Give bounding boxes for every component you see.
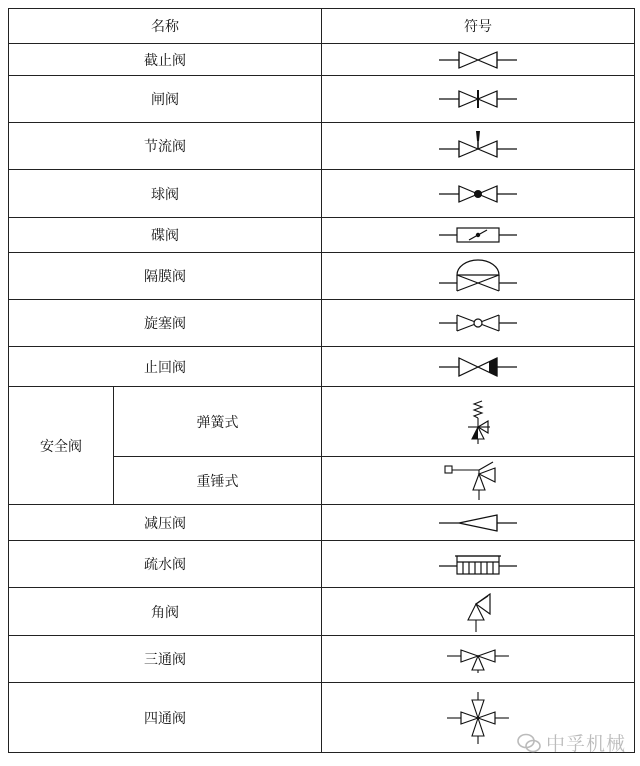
globe-stop-valve-icon [433, 46, 523, 74]
row-subname: 重锤式 [114, 457, 322, 505]
plug-valve-icon [433, 309, 523, 337]
table-row [9, 123, 635, 170]
row-name: 减压阀 [9, 505, 322, 541]
steam-trap-icon [433, 550, 523, 578]
valve-symbol-table [8, 8, 635, 753]
table-row [9, 588, 635, 636]
header-symbol: 符号 [322, 9, 635, 44]
three-way-valve-icon [443, 644, 513, 674]
table-header-row [9, 9, 635, 44]
gate-valve-icon [433, 85, 523, 113]
throttle-valve-icon [433, 129, 523, 163]
row-name: 截止阀 [9, 44, 322, 76]
header-name: 名称 [9, 9, 322, 44]
table-row [9, 300, 635, 347]
ball-valve-icon [433, 180, 523, 208]
row-name: 隔膜阀 [9, 253, 322, 300]
row-name: 止回阀 [9, 347, 322, 387]
row-name: 碟阀 [9, 218, 322, 253]
row-name: 疏水阀 [9, 541, 322, 588]
table-row [9, 253, 635, 300]
weight-safety-valve-icon [433, 460, 523, 502]
wechat-icon [516, 732, 542, 754]
row-subname: 弹簧式 [114, 387, 322, 457]
table-row [9, 347, 635, 387]
safety-valve-name: 安全阀 [9, 387, 114, 505]
table-row [9, 170, 635, 218]
row-name: 球阀 [9, 170, 322, 218]
row-name: 四通阀 [9, 683, 322, 753]
row-name: 角阀 [9, 588, 322, 636]
table-row [9, 636, 635, 683]
row-name: 闸阀 [9, 76, 322, 123]
table-row [9, 387, 635, 457]
table-row [9, 218, 635, 253]
watermark-text: 中孚机械 [545, 733, 626, 755]
row-name: 节流阀 [9, 123, 322, 170]
butterfly-valve-icon [433, 223, 523, 247]
diaphragm-valve-icon [433, 257, 523, 295]
watermark [516, 729, 626, 756]
row-name: 三通阀 [9, 636, 322, 683]
spring-safety-valve-icon [448, 399, 508, 445]
four-way-valve-icon [443, 690, 513, 746]
table-row [9, 505, 635, 541]
check-valve-icon [433, 353, 523, 381]
row-name: 旋塞阀 [9, 300, 322, 347]
angle-valve-icon [448, 590, 508, 634]
pressure-reducing-valve-icon [433, 511, 523, 535]
table-row [9, 44, 635, 76]
table-row [9, 76, 635, 123]
table-row [9, 541, 635, 588]
